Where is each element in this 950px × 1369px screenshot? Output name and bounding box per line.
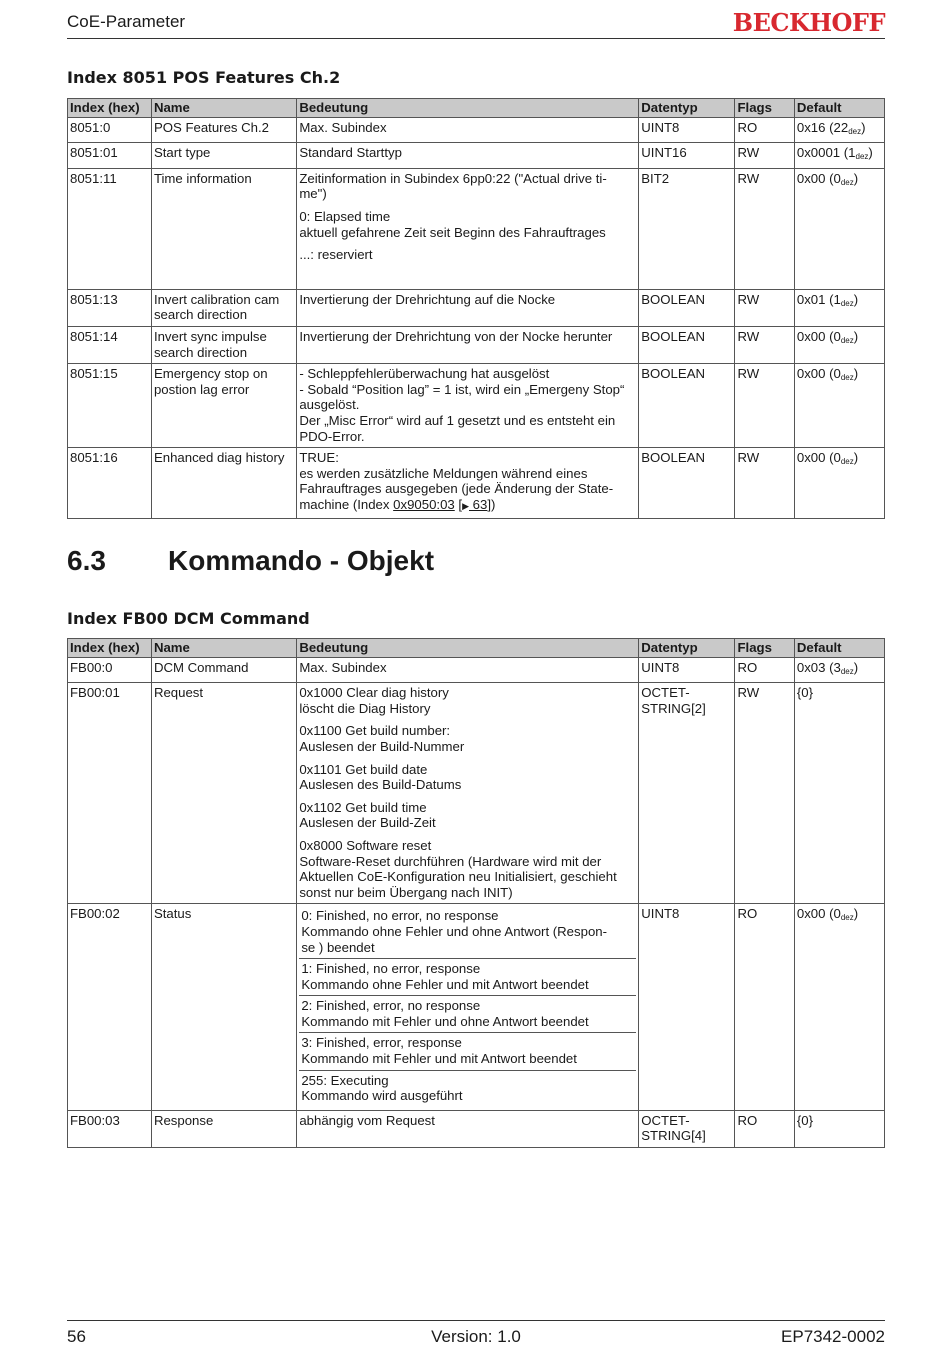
cell-default [794, 657, 884, 683]
cell-default [794, 326, 884, 363]
col-header: Default [794, 639, 884, 658]
cell-meaning [297, 168, 639, 289]
default-value: 0x16 (22 [796, 119, 849, 135]
cell-name: Request [151, 683, 296, 904]
chapter-number: 6.3 [67, 545, 106, 576]
cell-meaning [297, 289, 639, 326]
cell-flags: RO [735, 117, 794, 143]
cell-datatype: UINT8 [639, 657, 735, 683]
cell-name: DCM Command [151, 657, 296, 683]
cell-default [794, 143, 884, 169]
col-header: Index (hex) [68, 99, 152, 118]
cell-meaning [297, 326, 639, 363]
cell-flags: RW [735, 289, 794, 326]
cell-flags: RW [735, 364, 794, 448]
meaning-paragraph: Invertierung der Drehrichtung auf die Nocke [299, 291, 556, 307]
cell-datatype: BOOLEAN [639, 289, 735, 326]
default-base: dez [840, 373, 854, 383]
default-base: dez [840, 666, 854, 676]
col-header: Bedeutung [297, 639, 639, 658]
default-base: dez [840, 335, 854, 345]
section-title-8051: Index 8051 POS Features Ch.2 [67, 68, 341, 87]
product-code: EP7342-0002 [781, 1327, 885, 1346]
cell-flags: RO [735, 1110, 794, 1147]
table-fb00 [67, 638, 885, 1148]
cell-flags: RW [735, 143, 794, 169]
cell-index: FB00:03 [68, 1110, 152, 1147]
table-row [68, 326, 885, 363]
cell-datatype: OCTET- STRING[2] [639, 683, 735, 904]
default-close: ) [853, 291, 859, 307]
col-header: Datentyp [639, 99, 735, 118]
col-header: Default [794, 99, 884, 118]
chapter-title: Kommando - Objekt [168, 545, 435, 576]
table-row [68, 168, 885, 289]
cell-meaning [297, 448, 639, 518]
cell-meaning [297, 683, 639, 904]
default-close: ) [853, 328, 859, 344]
cell-default [794, 117, 884, 143]
default-value: 0x01 (1 [796, 291, 841, 307]
cell-meaning: abhängig vom Request [297, 1110, 639, 1147]
cell-name: Status [151, 904, 296, 1111]
beckhoff-logo: BECKHOFF [732, 8, 885, 37]
cell-index: FB00:01 [68, 683, 152, 904]
default-base: dez [840, 913, 854, 923]
cell-name: Invert sync impulse search direction [151, 326, 296, 363]
default-close: ) [868, 145, 873, 161]
cell-index: FB00:02 [68, 904, 152, 1111]
cell-datatype: UINT8 [639, 904, 735, 1111]
page-reference-link[interactable]: 63 [469, 496, 488, 512]
cell-meaning [297, 904, 639, 1111]
meaning-paragraph: 0x1000 Clear diag history löscht die Diag History [299, 685, 449, 716]
table-row [68, 1110, 885, 1147]
page-number: 56 [67, 1327, 86, 1346]
cell-index: 8051:11 [68, 168, 152, 289]
cell-default: {0} [794, 683, 884, 904]
default-value: 0x00 (0 [796, 906, 841, 922]
cell-datatype: UINT8 [639, 117, 735, 143]
status-subrow: 1: Finished, no error, response Kommando ohne Fehler und mit Antwort beendet [299, 958, 636, 995]
default-close: ) [853, 366, 859, 382]
meaning-paragraph: 0x1102 Get build time Auslesen der Build-Zeit [299, 799, 436, 831]
cell-index: 8051:15 [68, 364, 152, 448]
cell-flags: RW [735, 168, 794, 289]
cell-meaning [297, 143, 639, 169]
default-base: dez [840, 457, 854, 467]
cell-index: 8051:01 [68, 143, 152, 169]
default-close: ) [861, 119, 866, 135]
cell-datatype: BIT2 [639, 168, 735, 289]
cell-datatype: BOOLEAN [639, 326, 735, 363]
meaning-paragraph: - Schleppfehlerüberwachung hat ausgelöst - Sobald “Position lag” = 1 ist, wird ein „Emergeny Stop“ ausgelöst. Der „Misc Error“ wird auf 1 gesetzt und es entsteht ein PDO-Error. [299, 366, 625, 444]
cell-datatype: BOOLEAN [639, 364, 735, 448]
col-header: Bedeutung [297, 99, 639, 118]
cell-name: POS Features Ch.2 [151, 117, 296, 143]
col-header: Name [151, 639, 296, 658]
col-header: Name [151, 99, 296, 118]
table-row [68, 143, 885, 169]
default-value: 0x00 (0 [796, 366, 841, 382]
table-row [68, 904, 885, 1111]
default-base: dez [848, 126, 862, 136]
default-value: 0x00 (0 [796, 170, 841, 186]
page-arrow-icon: ▶ [462, 500, 469, 511]
cell-index: FB00:0 [68, 657, 152, 683]
meaning-paragraph: ...: reserviert [299, 247, 373, 263]
cell-name: Enhanced diag history [151, 448, 296, 518]
default-value: 0x00 (0 [796, 450, 841, 466]
header-title: CoE-Parameter [67, 12, 186, 31]
cell-default [794, 364, 884, 448]
cell-datatype: BOOLEAN [639, 448, 735, 518]
default-close: ) [853, 170, 859, 186]
status-subrow: 2: Finished, error, no response Kommando mit Fehler und ohne Antwort beendet [299, 995, 636, 1032]
default-close: ) [853, 659, 859, 675]
table-header-row [68, 99, 885, 118]
cell-meaning [297, 117, 639, 143]
page-footer [67, 1320, 885, 1346]
meaning-paragraph [299, 450, 613, 512]
cell-meaning [297, 364, 639, 448]
index-reference-link[interactable]: 0x9050:03 [393, 496, 455, 512]
default-value: 0x00 (0 [796, 328, 841, 344]
cell-name: Invert calibration cam search direction [151, 289, 296, 326]
cell-default [794, 448, 884, 518]
cell-default [794, 904, 884, 1111]
meaning-paragraph: Standard Starttyp [299, 145, 402, 161]
default-value: 0x0001 (1 [796, 145, 856, 161]
cell-name: Time information [151, 168, 296, 289]
table-row [68, 289, 885, 326]
chapter-heading [67, 545, 434, 577]
status-subrow: 255: Executing Kommando wird ausgeführt [299, 1070, 636, 1107]
cell-default [794, 289, 884, 326]
cell-meaning: Max. Subindex [297, 657, 639, 683]
cell-datatype: OCTET- STRING[4] [639, 1110, 735, 1147]
default-close: ) [853, 450, 859, 466]
cell-index: 8051:16 [68, 448, 152, 518]
table-row [68, 448, 885, 518]
cell-flags: RW [735, 448, 794, 518]
meaning-paragraph: Zeitinformation in Subindex 6pp0:22 ("Actual drive ti- me") [299, 170, 607, 202]
table-row [68, 364, 885, 448]
cell-flags: RO [735, 904, 794, 1111]
cell-name: Response [151, 1110, 296, 1147]
col-header: Datentyp [639, 639, 735, 658]
cell-flags: RW [735, 683, 794, 904]
meaning-paragraph: Invertierung der Drehrichtung von der Nocke herunter [299, 328, 613, 344]
default-close: ) [853, 906, 859, 922]
section-title-fb00: Index FB00 DCM Command [67, 609, 310, 628]
cell-flags: RO [735, 657, 794, 683]
cell-default [794, 168, 884, 289]
meaning-text: TRUE: es werden zusätzliche Meldungen während eines Fahrauftrages ausgegeben (jede Änderung der State- machine (Index [299, 450, 614, 512]
default-base: dez [840, 298, 854, 308]
bracket-close: ]) [487, 496, 496, 512]
table-row [68, 657, 885, 683]
version-label: Version: 1.0 [431, 1327, 521, 1346]
col-header: Flags [735, 639, 794, 658]
table-header-row [68, 639, 885, 658]
col-header: Index (hex) [68, 639, 152, 658]
page-header [67, 8, 885, 39]
meaning-paragraph: Max. Subindex [299, 119, 387, 135]
table-row [68, 117, 885, 143]
cell-default: {0} [794, 1110, 884, 1147]
cell-name: Emergency stop on postion lag error [151, 364, 296, 448]
meaning-paragraph: 0x8000 Software reset Software-Reset durchführen (Hardware wird mit der Aktuellen CoE-Konfiguration neu Initialisiert, geschieht sonst nur beim Übergang nach INIT) [299, 837, 617, 900]
meaning-paragraph: 0x1100 Get build number: Auslesen der Build-Nummer [299, 723, 465, 754]
status-subrow: 0: Finished, no error, no response Kommando ohne Fehler und ohne Antwort (Respon- se ) beendet [301, 908, 608, 955]
cell-index: 8051:13 [68, 289, 152, 326]
default-value: 0x03 (3 [796, 659, 841, 675]
default-base: dez [840, 177, 854, 187]
cell-index: 8051:0 [68, 117, 152, 143]
default-base: dez [855, 152, 869, 162]
bracket-open: [ [454, 496, 463, 512]
cell-datatype: UINT16 [639, 143, 735, 169]
table-row [68, 683, 885, 904]
cell-flags: RW [735, 326, 794, 363]
meaning-paragraph: 0: Elapsed time aktuell gefahrene Zeit seit Beginn des Fahrauftrages [299, 208, 606, 240]
meaning-paragraph: 0x1101 Get build date Auslesen des Build-Datums [299, 761, 462, 793]
col-header: Flags [735, 99, 794, 118]
cell-name: Start type [151, 143, 296, 169]
table-8051 [67, 98, 885, 519]
status-subrow: 3: Finished, error, response Kommando mit Fehler und mit Antwort beendet [299, 1032, 636, 1069]
cell-index: 8051:14 [68, 326, 152, 363]
